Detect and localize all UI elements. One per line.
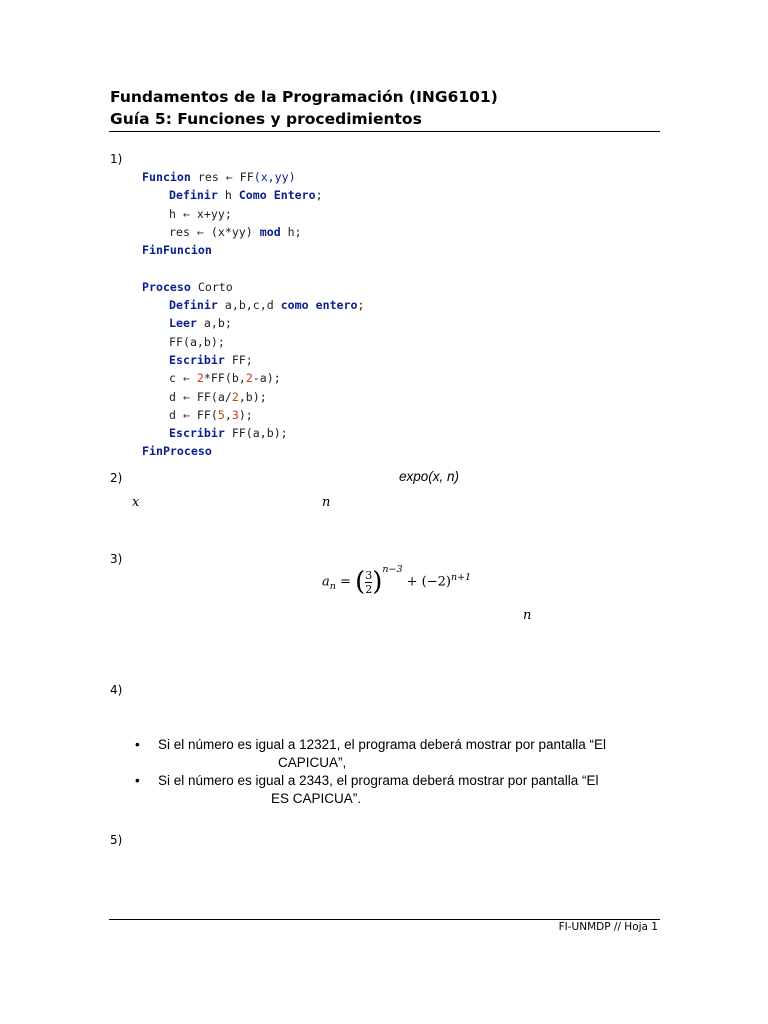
code-token: FF( xyxy=(189,407,218,422)
formula-exp2: n+1 xyxy=(450,572,472,584)
assign-arrow: ← xyxy=(182,371,190,386)
code-line-12 xyxy=(142,369,364,387)
code-number: 3 xyxy=(231,407,239,422)
code-line-3 xyxy=(142,205,364,223)
code-token: x+yy; xyxy=(189,206,232,221)
code-line-13 xyxy=(142,388,364,406)
code-line-11 xyxy=(142,351,364,369)
bullet-text-line: ES CAPICUA”. xyxy=(271,791,362,806)
code-token: (x*yy) xyxy=(203,224,260,239)
code-token: ,b); xyxy=(238,389,267,404)
formula-exp1: n−3 xyxy=(382,564,403,576)
bullet-dot: • xyxy=(135,737,140,752)
code-token: Funcion xyxy=(142,170,191,184)
code-token: FF(a,b); xyxy=(224,426,288,441)
code-token: h xyxy=(169,206,183,221)
code-token: FinProceso xyxy=(142,444,212,459)
code-line-10 xyxy=(142,333,364,351)
sequence-formula xyxy=(322,564,472,597)
variable-x: x xyxy=(132,495,140,510)
formula-eq: = xyxy=(335,574,356,590)
fraction-numerator: 3 xyxy=(365,568,373,582)
code-token: a,b; xyxy=(196,316,232,331)
code-token: c xyxy=(169,371,183,386)
code-token: FF(a,b); xyxy=(169,334,225,349)
assign-arrow: ← xyxy=(225,170,233,184)
code-token: Como Entero xyxy=(238,188,316,203)
variable-n: n xyxy=(523,608,532,623)
code-line-15 xyxy=(142,424,364,442)
item-number-2: 2) xyxy=(110,471,123,485)
item-number-5: 5) xyxy=(110,833,123,847)
code-number: 2 xyxy=(245,371,253,386)
code-token: FF(a/ xyxy=(189,389,232,404)
code-token: res xyxy=(190,170,226,184)
code-token: ; xyxy=(315,188,323,203)
code-token: Corto xyxy=(190,279,233,294)
bullet-text-line: Si el número es igual a 12321, el programa deberá mostrar por pantalla “El xyxy=(158,737,606,752)
assign-arrow: ← xyxy=(196,224,204,239)
formula-lhs-sub: n xyxy=(329,581,336,593)
code-line-4 xyxy=(142,223,364,241)
code-token: res xyxy=(169,224,197,239)
page-subtitle: Guía 5: Funciones y procedimientos xyxy=(110,110,422,128)
code-number: 2 xyxy=(189,371,204,386)
code-number: 2 xyxy=(231,389,239,404)
code-block xyxy=(142,168,364,461)
item-number-3: 3) xyxy=(110,552,123,566)
assign-arrow: ← xyxy=(182,206,190,221)
code-line-2 xyxy=(142,186,364,204)
code-token: Escribir xyxy=(169,352,225,367)
list-item xyxy=(135,772,658,808)
code-token: (x,yy) xyxy=(253,170,296,184)
paren-left: ( xyxy=(355,567,366,597)
code-token: Definir xyxy=(169,188,218,203)
code-line-14 xyxy=(142,406,364,424)
item-number-4: 4) xyxy=(110,683,123,697)
code-token: FF xyxy=(232,170,254,184)
code-token: h; xyxy=(280,224,302,239)
bullet-dot: • xyxy=(135,773,140,788)
code-line-16 xyxy=(142,442,364,460)
code-line-blank xyxy=(142,259,364,277)
function-signature: expo(x, n) xyxy=(399,469,460,484)
bullet-list xyxy=(135,736,658,808)
assign-arrow: ← xyxy=(182,407,190,422)
code-line-8 xyxy=(142,296,364,314)
formula-plus: + (−2) xyxy=(402,574,451,590)
formula-lhs: a xyxy=(322,574,330,590)
page-footer: FI-UNMDP // Hoja 1 xyxy=(558,921,658,933)
bullet-text-line: Si el número es igual a 2343, el programa deberá mostrar por pantalla “El xyxy=(158,773,599,788)
code-token: h xyxy=(217,188,239,203)
code-token: -a); xyxy=(252,371,281,386)
code-token: a,b,c,d xyxy=(217,298,281,313)
code-token: Escribir xyxy=(169,426,225,441)
assign-arrow: ← xyxy=(182,389,190,404)
code-line-5 xyxy=(142,241,364,259)
code-token: ); xyxy=(238,407,253,422)
bullet-text-line: CAPICUA”, xyxy=(278,755,347,770)
code-line-1 xyxy=(142,168,364,186)
code-line-9 xyxy=(142,314,364,332)
code-token: como entero xyxy=(280,298,358,313)
code-token: d xyxy=(169,407,183,422)
item-number-1: 1) xyxy=(110,152,123,166)
code-token: Definir xyxy=(169,298,218,313)
code-token: , xyxy=(224,407,232,422)
code-token: FinFuncion xyxy=(142,243,212,258)
code-number: 5 xyxy=(217,407,225,422)
code-token: FF; xyxy=(224,352,253,367)
footer-rule xyxy=(109,919,660,920)
header-rule xyxy=(109,131,660,132)
list-item xyxy=(135,736,658,772)
code-token: mod xyxy=(259,224,281,239)
code-token: *FF(b, xyxy=(203,371,246,386)
code-token: d xyxy=(169,389,183,404)
code-line-7 xyxy=(142,278,364,296)
code-token: Leer xyxy=(169,316,197,331)
code-token: Proceso xyxy=(142,279,191,294)
fraction-denominator: 2 xyxy=(365,582,373,596)
variable-n: n xyxy=(322,495,331,510)
code-token: ; xyxy=(357,298,365,313)
page-title: Fundamentos de la Programación (ING6101) xyxy=(110,88,498,106)
paren-right: ) xyxy=(372,567,383,597)
